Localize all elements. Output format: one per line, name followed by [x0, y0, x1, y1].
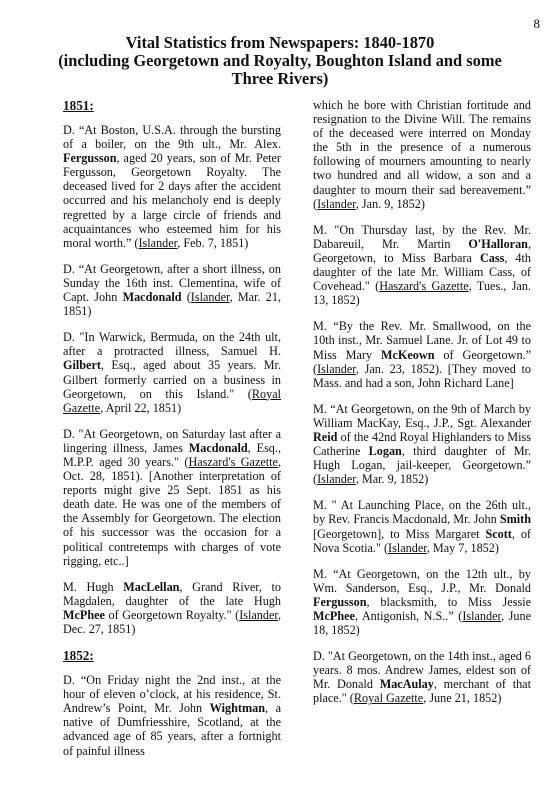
entry-text: , Feb. 7, 1851): [177, 235, 249, 250]
entry-text: D. "In Warwick, Bermuda, on the 24th ult, after a protracted illness, Samuel H.: [63, 330, 281, 359]
title-line: Vital Statistics from Newspapers: 1840-1870: [125, 33, 435, 52]
entry-text: , Esq., aged about 35 years. Mr. Gilbert formerly carried on a business in Georgetown, on this Island." (: [63, 358, 281, 401]
entry-text: , Esq., M.P.P. aged 30 years." (: [63, 440, 281, 469]
entry-text: M. “At Georgetown, on the 12th ult., by Wm. Sanderson, Esq., J.P., Mr. Donald: [313, 566, 531, 595]
publication-name: Islander: [239, 607, 278, 622]
record-entry: [63, 580, 281, 636]
entry-text: , a native of Dumfriesshire, Scotland, at the advanced age of 85 years, after a fortnight of painful illness: [63, 701, 281, 758]
entry-text: , Antigonish, N.S..” (: [354, 609, 463, 623]
entry-text: , merchant of that place." (: [313, 677, 531, 706]
entry-text: , Oct. 28, 1851). [Another interpretation of reports might give 25 Sept. 1851 as his death date. He was one of the members of the Assembly for Georgetown. The election of his successor was the occasion for a political contretemps with charges of vote rigging, etc..]: [63, 454, 281, 568]
entry-text: , Jan. 9, 1852): [355, 196, 425, 211]
entry-text: , Grand River, to Magdalen, daughter of the late Hugh: [63, 579, 281, 608]
surname: Logan: [368, 444, 402, 459]
entry-text: , Dec. 27, 1851): [63, 607, 281, 636]
publication-name: Islander: [388, 540, 427, 555]
surname: Macdonald: [188, 440, 248, 455]
year-heading: 1852:: [63, 648, 94, 664]
surname: McPhee: [63, 607, 105, 622]
entry-text: (: [181, 290, 191, 305]
publication-name: Islander: [462, 609, 502, 623]
entry-text: which he bore with Christian fortitude and resignation to the Divine Will. The remains of the deceased were interred on Monday the 5th in the presence of a numerous following of mourners amounting to nearly two hundred and all widow, a son and a daughter to mourn their sad bereavement.” (: [313, 98, 531, 211]
surname: Smith: [499, 512, 531, 527]
title-line: (including Georgetown and Royalty, Boughton Island and some: [58, 51, 502, 70]
entry-text: , blacksmith, to Miss Jessie: [366, 594, 531, 609]
record-entry: [313, 567, 531, 637]
entry-text: M. " At Launching Place, on the 26th ult., by Rev. Francis Macdonald, Mr. John: [313, 498, 531, 527]
entry-text: , aged 20 years, son of Mr. Peter Fergusson, Georgetown Royalty. The deceased lived for 2 days after the accident occurred and his melancholy end is deeply regretted by a large circle of friends and acquaintances who esteemed him for his moral worth.” (: [63, 151, 281, 250]
entry-text: , Mar. 21, 1851): [63, 290, 281, 319]
surname: Fergusson: [63, 151, 117, 166]
entry-text: D. "At Georgetown, on Saturday last after a lingering illness, James: [63, 426, 281, 455]
entry-text: , Tues., Jan. 13, 1852): [313, 279, 531, 308]
left-column: [63, 98, 281, 770]
surname: Gilbert: [63, 358, 101, 373]
entry-text: , Jan. 23, 1852). [They moved to Mass. and had a son, John Richard Lane]: [313, 361, 531, 390]
publication-name: Islander: [317, 196, 356, 211]
entry-text: D. “On Friday night the 2nd inst., at the hour of eleven o’clock, at his residence, St. Andrew’s Point, Mr. John: [63, 673, 281, 716]
publication-name: Royal Gazette: [353, 691, 424, 706]
entry-text: , Mar. 9, 1852): [355, 472, 429, 487]
record-entry: [313, 319, 531, 389]
entry-text: , April 22, 1851): [100, 400, 182, 415]
record-entry: [63, 123, 281, 250]
entry-text: , Georgetown, to Miss Barbara: [313, 236, 531, 265]
record-entry: [313, 98, 531, 211]
entry-text: of the 42nd Royal Highlanders to Miss Catherine: [313, 429, 531, 459]
publication-name: Haszard's Gazette: [188, 454, 278, 469]
surname: Scott: [485, 526, 512, 541]
record-entry: [63, 673, 281, 758]
surname: Fergusson: [313, 594, 367, 609]
entry-text: , June 18, 1852): [313, 609, 532, 638]
surname: Reid: [313, 429, 338, 444]
entry-text: , 4th daughter of the late Mr. William Cass, of Covehead." (: [313, 250, 531, 294]
publication-name: Islander: [190, 290, 230, 305]
page-title: [40, 34, 520, 88]
surname: Macdonald: [122, 290, 182, 305]
entry-text: , third daughter of Mr. Hugh Logan, jail-keeper, Georgetown.” (: [313, 444, 531, 487]
publication-name: Islander: [317, 472, 356, 487]
publication-name: Islander: [138, 235, 178, 250]
surname: O'Halloran: [468, 236, 528, 251]
surname: McPhee: [313, 609, 355, 623]
entry-text: D. "At Georgetown, on the 14th inst., aged 6 years. 8 mos. Andrew James, eldest son of Mr. Donald: [313, 649, 532, 692]
surname: Wightman: [209, 701, 265, 716]
record-entry: [63, 262, 281, 318]
publication-name: Islander: [317, 361, 356, 376]
record-entry: [63, 330, 281, 415]
publication-name: Haszard's Gazette: [379, 279, 469, 294]
entry-text: M. “At Georgetown, on the 9th of March by William MacKay, Esq., J.P., Sgt. Alexander: [313, 401, 531, 430]
entry-text: of Georgetown Royalty." (: [104, 607, 240, 622]
entry-text: of Georgetown.” (: [313, 347, 531, 376]
entry-text: M. Hugh: [63, 579, 124, 594]
record-entry: [313, 223, 531, 308]
record-entry: [313, 498, 531, 554]
surname: MacAulay: [379, 677, 434, 692]
entry-text: [Georgetown], to Miss Margaret: [313, 526, 486, 541]
publication-name: Royal Gazette: [63, 386, 281, 415]
record-entry: [63, 427, 281, 568]
entry-text: D. “At Boston, U.S.A. through the bursting of a boiler, on the 9th ult., Mr. Alex.: [63, 123, 281, 152]
entry-text: M. “By the Rev. Mr. Smallwood, on the 10th inst., Mr. Samuel Lane. Jr. of Lot 49 to Miss Mary: [313, 319, 531, 362]
entry-text: D. “At Georgetown, after a short illness, on Sunday the 16th inst. Clementina, wife of Capt. John: [63, 261, 281, 305]
record-entry: [313, 402, 531, 487]
surname: Cass: [479, 250, 505, 265]
title-line: Three Rivers): [231, 69, 329, 88]
year-heading: 1851:: [63, 98, 94, 113]
page-number: 8: [533, 16, 540, 31]
entry-text: , May 7, 1852): [426, 540, 499, 555]
entry-text: , of Nova Scotia." (: [313, 526, 531, 555]
entry-text: M. "On Thursday last, by the Rev. Mr. Dabareuil, Mr. Martin: [313, 222, 531, 251]
surname: McKeown: [381, 347, 435, 362]
right-column: [313, 98, 531, 718]
surname: MacLellan: [123, 579, 180, 594]
record-entry: [313, 649, 531, 705]
entry-text: , June 21, 1852): [423, 691, 502, 706]
